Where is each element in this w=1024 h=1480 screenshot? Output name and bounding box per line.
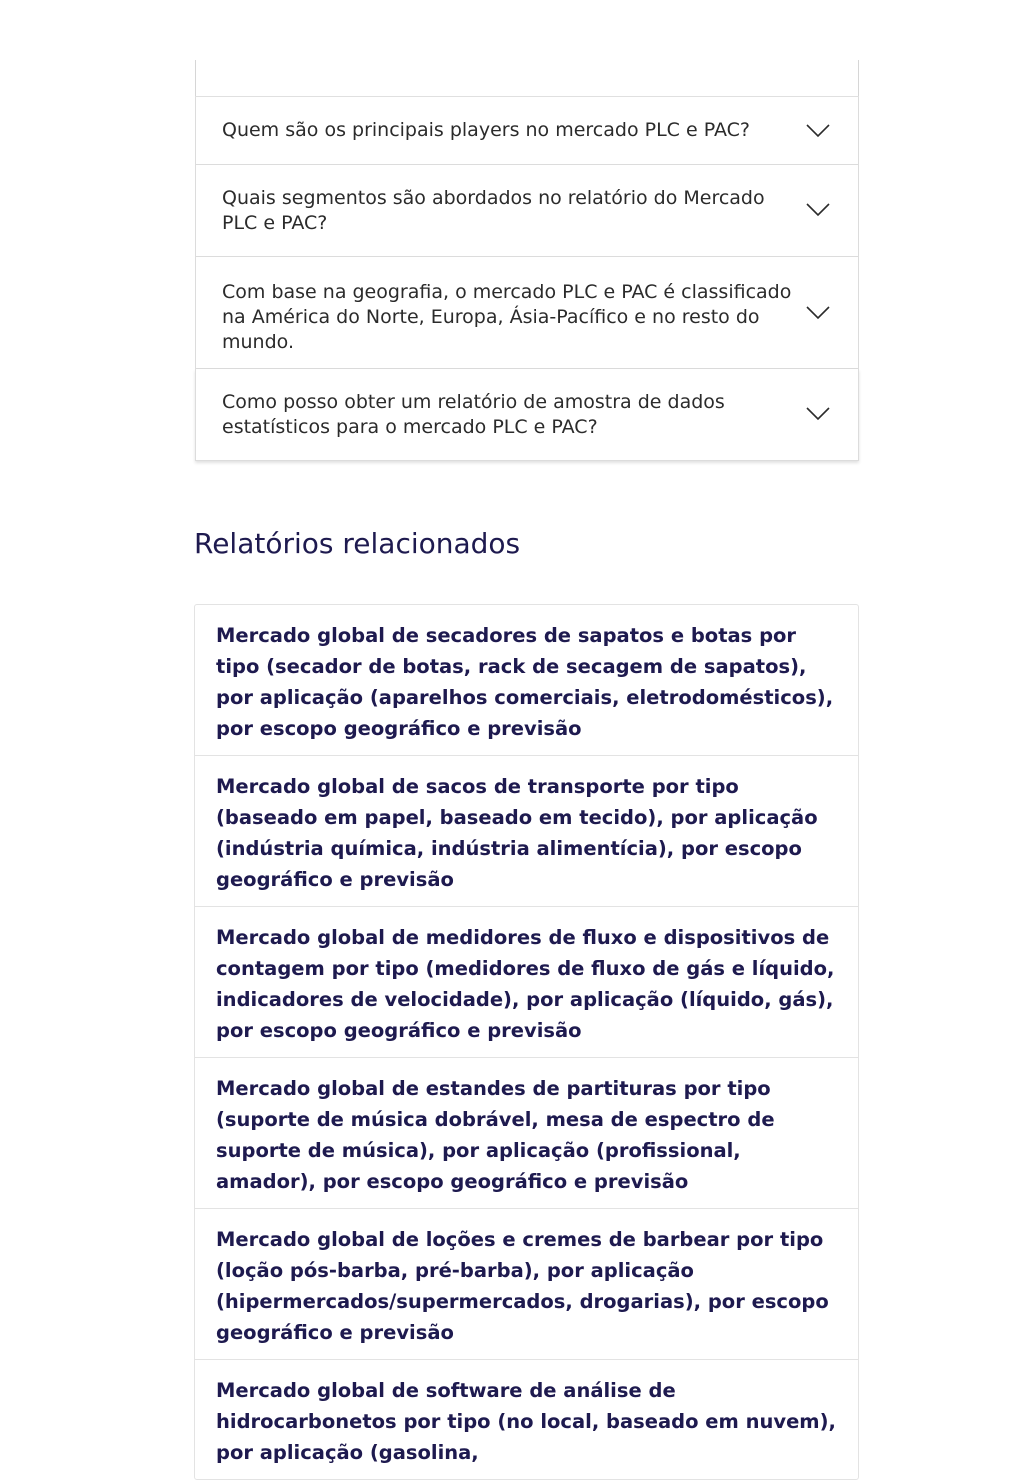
faq-item-sample-report[interactable] [195, 369, 859, 461]
related-report-link[interactable]: Mercado global de sacos de transporte por tipo (baseado em papel, baseado em tecido), por aplicação (indústria química, indústria alimentícia), por escopo geográfico e previsão [216, 775, 818, 891]
faq-question: Quem são os principais players no mercado PLC e PAC? [222, 119, 750, 141]
faq-question: Quais segmentos são abordados no relatório do Mercado PLC e PAC? [222, 186, 765, 234]
chevron-down-icon[interactable] [806, 306, 830, 320]
list-item [195, 1359, 858, 1479]
related-reports-title: Relatórios relacionados [194, 527, 521, 560]
related-report-link[interactable]: Mercado global de loções e cremes de barbear por tipo (loção pós-barba, pré-barba), por aplicação (hipermercados/supermercados, drogarias), por escopo geográfico e previsão [216, 1228, 829, 1344]
related-reports-list [194, 604, 859, 1480]
chevron-down-icon[interactable] [806, 407, 830, 421]
chevron-down-icon[interactable] [806, 203, 830, 217]
faq-item-segments[interactable] [195, 165, 859, 257]
faq-previous-item-bottom [195, 60, 859, 96]
faq-question: Como posso obter um relatório de amostra de dados estatísticos para o mercado PLC e PAC? [222, 390, 725, 438]
list-item [195, 1057, 858, 1208]
list-item [195, 605, 858, 755]
list-item [195, 755, 858, 906]
related-report-link[interactable]: Mercado global de estandes de partituras por tipo (suporte de música dobrável, mesa de espectro de suporte de música), por aplicação (profissional, amador), por escopo geográfico e previsão [216, 1077, 775, 1193]
list-item [195, 1208, 858, 1359]
faq-accordion [195, 60, 859, 461]
chevron-down-icon[interactable] [806, 124, 830, 138]
faq-item-main-players[interactable] [195, 96, 859, 165]
faq-question: Com base na geografia, o mercado PLC e PAC é classificado na América do Norte, Europa, Ásia-Pacífico e no resto do mundo. [222, 281, 792, 353]
faq-item-geography[interactable] [195, 257, 859, 369]
related-report-link[interactable]: Mercado global de medidores de fluxo e dispositivos de contagem por tipo (medidores de fluxo de gás e líquido, indicadores de velocidade), por aplicação (líquido, gás), por escopo geográfico e previsão [216, 926, 835, 1042]
list-item [195, 906, 858, 1057]
related-report-link[interactable]: Mercado global de secadores de sapatos e botas por tipo (secador de botas, rack de secagem de sapatos), por aplicação (aparelhos comerciais, eletrodomésticos), por escopo geográfico e previsão [216, 624, 834, 740]
related-report-link[interactable]: Mercado global de software de análise de hidrocarbonetos por tipo (no local, baseado em nuvem), por aplicação (gasolina, [216, 1379, 836, 1464]
